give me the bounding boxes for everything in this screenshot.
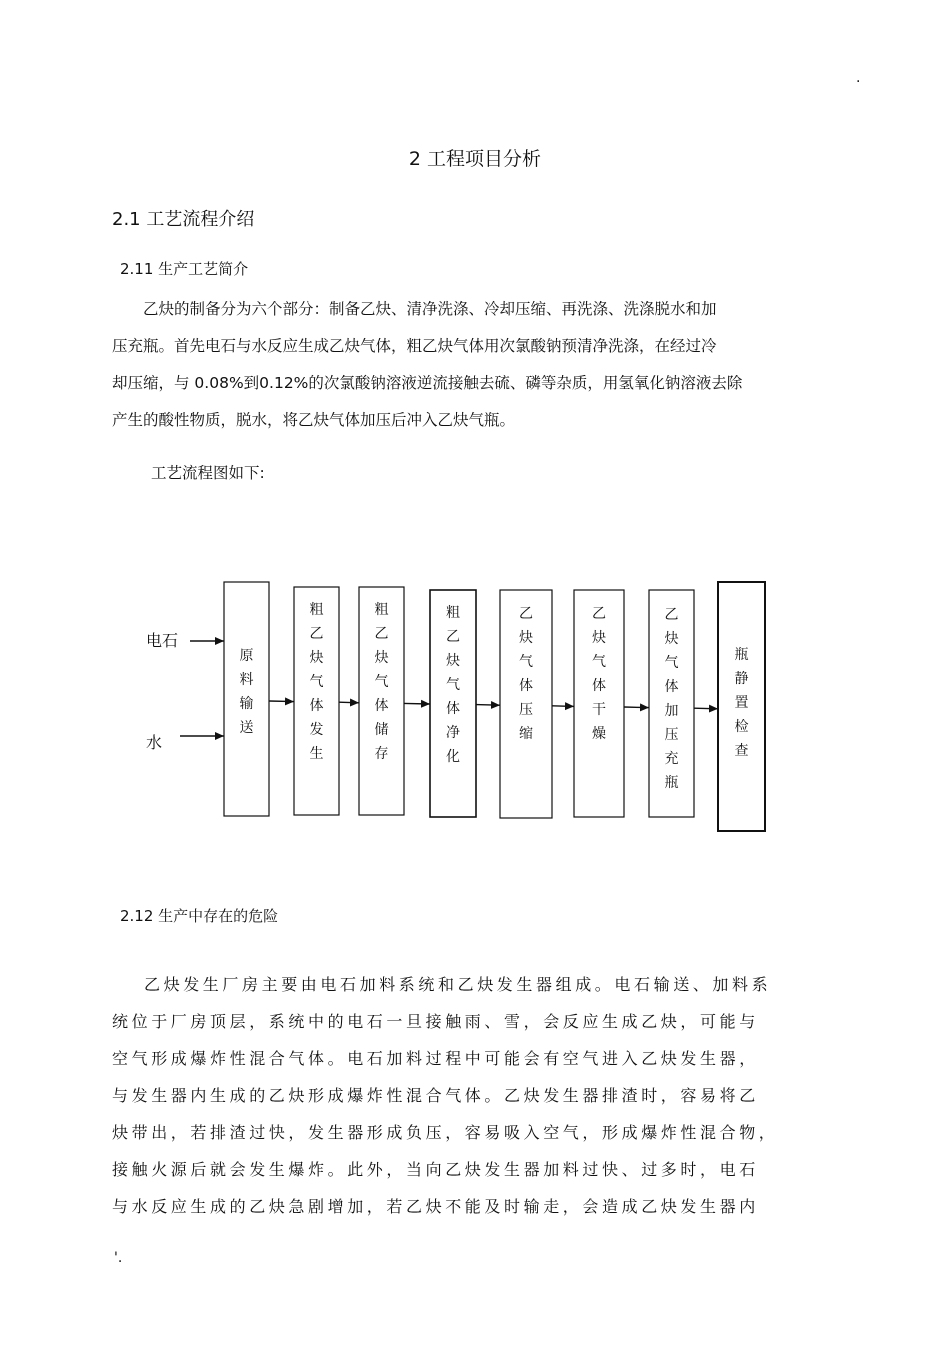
flow-arrow	[624, 707, 649, 708]
flow-step-label-char: 净	[446, 725, 460, 741]
flow-arrow	[552, 706, 574, 707]
flow-step-label-char: 炔	[592, 630, 606, 646]
flow-step-label-char: 发	[309, 722, 324, 738]
page-title: 2 工程项目分析	[408, 148, 542, 170]
intro-line: 产生的酸性物质，脱水，将乙炔气体加压后冲入乙炔气瓶。	[112, 411, 516, 429]
flow-step-label-char: 瓶	[734, 647, 749, 663]
flow-step-label-char: 粗	[446, 605, 460, 621]
intro-line: 乙炔的制备分为六个部分：制备乙炔、清净洗涤、冷却压缩、再洗涤、洗涤脱水和加	[143, 300, 717, 318]
flow-step-label-char: 乙	[309, 626, 324, 642]
flow-step-label-char: 体	[519, 678, 533, 694]
section-heading-2-12: 2.12 生产中存在的危险	[120, 907, 279, 925]
flow-step-label-char: 化	[446, 749, 460, 765]
flow-step-label-char: 生	[309, 746, 324, 762]
flow-step-label-char: 炔	[309, 650, 324, 666]
flow-step-label-char: 体	[309, 698, 324, 714]
flow-step-label-char: 乙	[664, 607, 679, 623]
flow-step-label-char: 体	[592, 678, 606, 694]
flow-step-label-char: 充	[664, 751, 679, 767]
intro-line: 压充瓶。首先电石与水反应生成乙炔气体，粗乙炔气体用次氯酸钠预清净洗涤，在经过冷	[112, 337, 717, 355]
flow-step-label-char: 体	[664, 679, 679, 695]
flow-step-label-char: 存	[374, 746, 389, 762]
hazard-line: 空气形成爆炸性混合气体。电石加料过程中可能会有空气进入乙炔发生器，	[112, 1049, 759, 1068]
flowchart-intro: 工艺流程图如下:	[151, 464, 265, 482]
hazard-line: 与发生器内生成的乙炔形成爆炸性混合气体。乙炔发生器排渣时，容易将乙	[112, 1086, 759, 1105]
flow-arrow	[269, 701, 294, 702]
flow-step-label-char: 炔	[519, 630, 533, 646]
flow-step-label-char: 原	[239, 648, 254, 664]
flow-step-label-char: 静	[734, 671, 749, 687]
section-heading-2-1: 2.1 工艺流程介绍	[112, 209, 255, 230]
hazard-line: 乙炔发生厂房主要由电石加料系统和乙炔发生器组成。电石输送、加料系	[144, 975, 772, 994]
flow-step-label-char: 粗	[309, 602, 324, 618]
flow-step-label-char: 炔	[446, 653, 460, 669]
flow-step-label-char: 送	[239, 720, 254, 736]
flow-step-label-char: 气	[309, 674, 324, 690]
flow-step-label-char: 查	[734, 743, 749, 759]
flow-arrow	[339, 702, 359, 703]
flow-step-label-char: 气	[446, 677, 460, 693]
flow-step-label-char: 输	[239, 696, 254, 712]
hazard-line: 统位于厂房顶层，系统中的电石一旦接触雨、雪，会反应生成乙炔，可能与	[112, 1012, 759, 1031]
flow-step-label-char: 压	[664, 727, 679, 743]
flow-step-label-char: 粗	[374, 602, 389, 618]
flow-step-label-char: 缩	[519, 726, 533, 742]
hazard-paragraph	[112, 966, 778, 1225]
intro-line: 却压缩，与 0.08%到0.12%的次氯酸钠溶液逆流接触去硫、磷等杂质，用氢氧化钠溶液去除	[112, 374, 743, 392]
flow-step-label-char: 干	[592, 702, 606, 718]
hazard-line: 炔带出，若排渣过快，发生器形成负压，容易吸入空气，形成爆炸性混合物，	[112, 1123, 779, 1142]
flow-step-label-char: 瓶	[664, 775, 679, 791]
flow-step-label-char: 体	[446, 701, 460, 717]
flow-step-label-char: 乙	[519, 606, 533, 622]
page-bottom-mark: '.	[114, 1250, 123, 1266]
flow-step-label-char: 燥	[592, 726, 606, 742]
flow-step-label-char: 料	[239, 672, 254, 688]
flow-step-label-char: 气	[374, 674, 389, 690]
flow-input-label: 水	[146, 733, 163, 752]
page-top-mark: ·	[856, 74, 861, 90]
flow-step-label-char: 炔	[664, 631, 679, 647]
flow-arrow	[476, 705, 500, 706]
flowchart-boxes	[224, 582, 765, 831]
flow-step-label-char: 压	[519, 702, 533, 718]
flow-step-label-char: 体	[374, 698, 389, 714]
flow-step-label-char: 乙	[446, 629, 460, 645]
section-heading-2-11: 2.11 生产工艺简介	[120, 260, 249, 278]
flow-step-label-char: 检	[734, 719, 749, 735]
flow-step-label-char: 乙	[592, 606, 606, 622]
flow-arrow	[404, 703, 430, 704]
flow-step-label-char: 乙	[374, 626, 389, 642]
flow-step-label-char: 储	[374, 722, 389, 738]
flow-step-label-char: 气	[519, 654, 533, 670]
hazard-line: 接触火源后就会发生爆炸。此外，当向乙炔发生器加料过快、过多时，电石	[112, 1160, 759, 1179]
flow-step-label-char: 炔	[374, 650, 389, 666]
flow-step-label-char: 气	[592, 654, 606, 670]
flow-step-label-char: 加	[664, 703, 679, 719]
flow-step-label-char: 置	[734, 695, 749, 711]
flow-input-label: 电石	[146, 631, 179, 650]
flow-step-label-char: 气	[664, 655, 679, 671]
flow-arrow	[694, 708, 718, 709]
intro-paragraph	[112, 291, 742, 439]
process-flowchart	[0, 560, 950, 850]
hazard-line: 与水反应生成的乙炔急剧增加，若乙炔不能及时输走，会造成乙炔发生器内	[112, 1197, 759, 1216]
